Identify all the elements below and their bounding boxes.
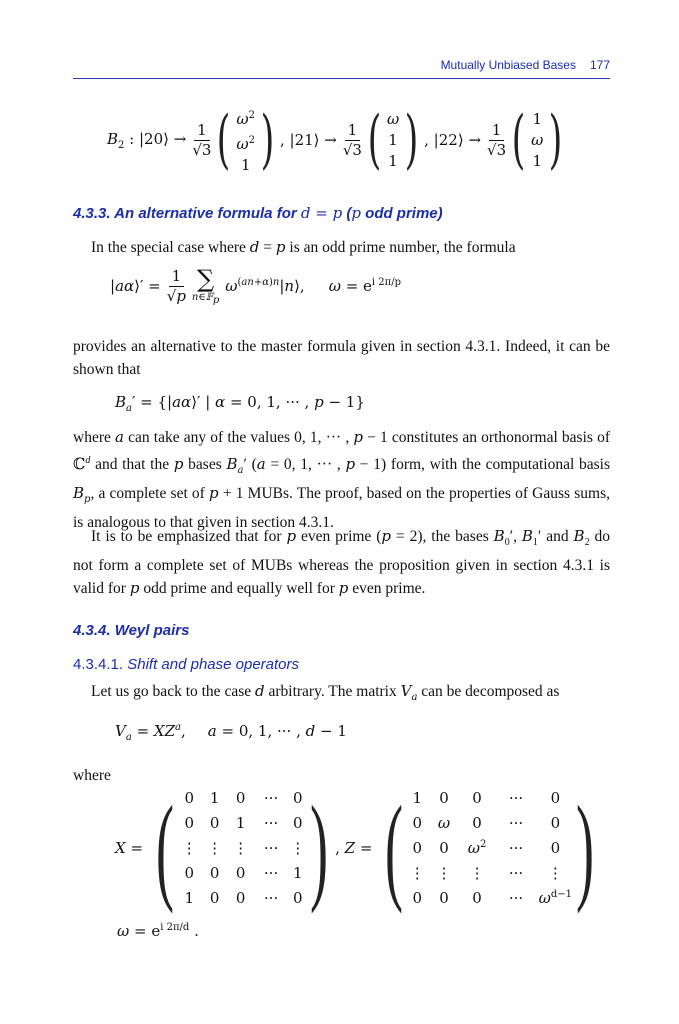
paragraph-decomposed: Let us go back to the case d arbitrary. The matrix $V_a$ can be decomposed as bbox=[91, 682, 560, 703]
section-heading-4-3-4: 4.3.4. Weyl pairs bbox=[73, 622, 190, 639]
b2-lhs: $B_2$ : |20⟩ → bbox=[107, 129, 187, 151]
b2-vector-2: ω 1 1 bbox=[386, 109, 400, 170]
page-number: 177 bbox=[589, 58, 610, 72]
b2-vector-1: $\omega^2$ $\omega^2$ 1 bbox=[236, 109, 256, 174]
running-title: Mutually Unbiased Bases bbox=[440, 58, 576, 72]
section-heading-4-3-3: 4.3.3. An alternative formula for d = p (p odd prime) bbox=[73, 204, 443, 222]
b2-frac-2: $\frac{1}{√3}$ bbox=[342, 120, 362, 159]
b2-ket21: , |21⟩ → bbox=[279, 131, 337, 149]
paragraph-provides: provides an alternative to the master formula given in section 4.3.1. Indeed, it can be shown that bbox=[73, 338, 610, 378]
b2-vector-3: 1 ω 1 bbox=[531, 109, 544, 170]
matrix-z: 1 0 0 ··· 0 0 ω 0 ··· 0 0 0 $\omega^2$ ··· 0 ⋮ ⋮ ⋮ ··· ⋮ 0 0 0 ··· $\omega^{d-1}$ bbox=[409, 789, 573, 907]
b2-equation: $B_2$ : |20⟩ → $\frac{1}{√3}$ ( $\omega^2$ $\omega^2$ 1 ) , |21⟩ → $\frac{1}{√3}$ ( ω 1 1 ) , |22⟩ → $\frac{1}{√3}$ ( 1 ω 1 ) bbox=[107, 103, 563, 177]
section-heading-4-3-4-1: 4.3.4.1. Shift and phase operators bbox=[73, 656, 300, 673]
matrices-XZ: X = ( 0 1 0 ··· 0 0 0 1 ··· 0 ⋮ ⋮ ⋮ ··· ⋮ 0 0 0 ··· 1 1 0 0 ··· 0 ) , Z = ( 1 0 0 ··· 0 0 ω 0 ··· 0 0 0 $\omega^2$ ··· 0 ⋮ ⋮ ⋮ ··· ⋮ 0 0 0 ··· $\omega^{d-1}$ ) bbox=[115, 781, 595, 914]
omega-definition: $\omega = e^{i 2\pi/d}$ . bbox=[117, 922, 199, 940]
sum-symbol: ∑ n∈𝔽$_p$ bbox=[191, 265, 220, 306]
paragraph-emphasized: It is to be emphasized that for p even prime (p = 2), the bases $B_0'$, $B_1'$ and $B_2$ do not form a complete set of MUBs whereas the proposition given in section 4.3.1 is valid for p odd prime and equally well for p even prime. bbox=[73, 527, 611, 598]
ba-equation: $B_a'$ = {|aα⟩′ | α = 0, 1, ··· , p − 1} bbox=[115, 393, 365, 414]
b2-ket22: , |22⟩ → bbox=[424, 131, 482, 149]
paragraph-orthonormal: where a can take any of the values 0, 1, ··· , p − 1 constitutes an orthonormal basis of ℂ$^d$ and that the p bases $B_a'$ (a = 0, 1, ··· , p − 1) form, with the computational basis $B_p$, a complete set of p + 1 MUBs. The proof, based on the properties of Gauss sums, is analogous to that given in section 4.3.1. bbox=[73, 428, 611, 531]
header-rule bbox=[73, 78, 610, 79]
matrix-z-label: , Z = bbox=[335, 839, 373, 857]
alternative-formula: |aα⟩′ = $\frac{1}{√p}$ ∑ n∈𝔽$_p$ $\omega^{(an+\alpha)n}|n⟩$, $\omega = e^{i 2\pi/p}$ bbox=[110, 265, 402, 306]
va-equation: $V_a = XZ^a$, a = 0, 1, ··· , d − 1 bbox=[115, 722, 347, 743]
b2-frac-1: $\frac{1}{√3}$ bbox=[192, 120, 212, 159]
where-label: where bbox=[73, 767, 111, 784]
b2-frac-3: $\frac{1}{√3}$ bbox=[487, 120, 507, 159]
paragraph-special-case: In the special case where d = p is an odd prime number, the formula bbox=[91, 238, 516, 256]
matrix-x: 0 1 0 ··· 0 0 0 1 ··· 0 ⋮ ⋮ ⋮ ··· ⋮ 0 0 0 ··· 1 1 0 0 ··· 0 bbox=[181, 789, 306, 907]
running-header bbox=[418, 58, 610, 72]
matrix-x-label: X = bbox=[115, 839, 144, 857]
